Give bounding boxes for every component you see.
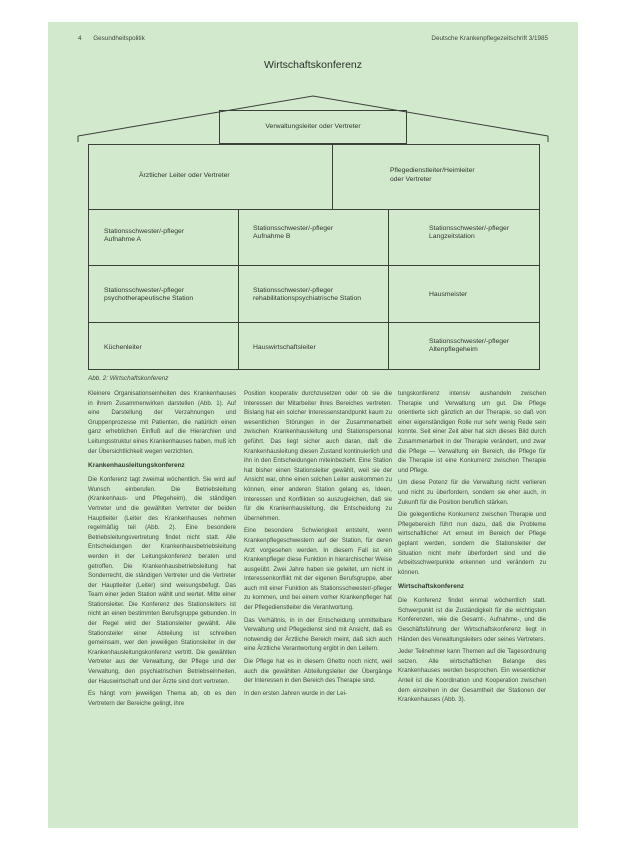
- row1-left-box: [88, 144, 333, 210]
- page-number: 4: [78, 35, 82, 42]
- page-sheet: [48, 22, 578, 828]
- col3-paragraph-5: Jeder Teilnehmer kann Themen auf die Tagesordnung setzen. Alle wirtschaftlichen Belange des Krankenhauses werden besprochen. Ein wesentlicher Anteil ist die Koordination und Kooperation zwischen dem einzelnen in der Gesamtheit der Stationen der Krankenhauses (Abb. 3).: [398, 648, 546, 704]
- top-box: [219, 110, 407, 144]
- row3-box-2: [238, 265, 389, 323]
- text-column-1: [88, 389, 236, 711]
- row3-box-3: [388, 265, 540, 323]
- row4-box-3: [388, 322, 540, 370]
- row3-box-1: [88, 265, 239, 323]
- row1-right-line1: Pflegedienstleiter/Heimleiter: [390, 167, 475, 174]
- row2-box-1-line2: Aufnahme A: [104, 236, 142, 243]
- row2-box-3-line1: Stationsschwester/-pfleger: [429, 225, 510, 232]
- col1-paragraph-3: Es hängt vom jeweiligen Thema ab, ob es den Vertretern der Bereiche gelingt, ihre: [88, 690, 236, 707]
- row4-box-2-line1: Hauswirtschaftsleiter: [253, 344, 316, 351]
- col2-paragraph-2: Eine besondere Schwierigkeit entsteht, wenn Krankenpflegeschwestern auf der Station, für deren Arzt vorgesehen werden. In diesem Fall ist ein Krankenpfleger diese Funktion in hierarchischer Weise ausgeübt. Zwei Jahre haben sie geleitet, um nicht in Interessenkonflikt mit der eigenen Berufsgruppe, aber auch mit einer Funktion als Stationsschwester/-pfleger zu kommen, und bei einem vorher Krankenpfleger hat der Pflegedienstleiter die Verantwortung.: [244, 527, 392, 612]
- row3-box-3-line1: Hausmeister: [429, 291, 468, 298]
- row4-box-3-line2: Altenpflegeheim: [429, 346, 478, 353]
- col2-paragraph-4: Die Pflege hat es in diesem Ghetto noch nicht, weil auch die gewählten Abteilungsleiter der Übergänge der Interessen in den Bereich des Therapie sind.: [244, 658, 392, 685]
- col1-heading: Krankenhausleitungskonferenz: [88, 462, 185, 470]
- col3-paragraph-4: Die Konferenz findet einmal wöchentlich statt. Schwerpunkt ist die Zuständigkeit für die wichtigsten Konferenzen, wie die Gesamt-, Aufnahme-, und die Geschäftsführung der Wirtschaftskonferenz liegt in Händen des Verwaltungsleiters oder seines Vertreters.: [398, 597, 546, 643]
- text-column-2: [244, 389, 392, 701]
- row3-box-2-line1: Stationsschwester/-pfleger: [253, 287, 334, 294]
- row2-box-2: [238, 210, 389, 266]
- row3-box-1-line2: psychotherapeutische Station: [104, 295, 194, 302]
- row2-box-1: [88, 210, 239, 266]
- row4-box-1-line1: Küchenleiter: [104, 344, 142, 351]
- col1-paragraph-1: Kleinere Organisationseinheiten des Krankenhauses in ihrem Zusammenwirken darstellen (Abb. 1). Auf eine Darstellung der Verzahnungen und Gruppenprozesse mit Patienten, die natürlich einen ganz erheblichen Einfluß auf die Hierarchien und Leitungsstruktur eines Krankenhauses haben, muß ich der Übersichtlichkeit wegen verzichten.: [88, 390, 236, 455]
- col2-paragraph-5: In den ersten Jahren wurde in der Lei-: [244, 689, 347, 697]
- col3-paragraph-2: Um diese Potenz für die Verwaltung nicht verlieren und nicht zu überfordern, sondern sie eher auch, in Zukunft für die Position beruflich stärken.: [398, 479, 546, 506]
- row2-box-2-line2: Aufnahme B: [253, 233, 291, 240]
- col1-paragraph-2: Die Konferenz tagt zweimal wöchentlich. Sie wird auf Wunsch einberufen. Die Betriebsleitung (Krankenhaus- und Pflegeheim), die ständigen Vertreter und die gewählten Vertreter der beiden Hauptleiter (Leiter des Krankenhauses nehmen regelmäßig teil (Abb. 2). Eine besondere Betriebsleitungsvertretung findet nicht statt. Alle Entscheidungen der Krankenhausbetriebsleitung werden in der Leitungskonferenz beraten und getroffen. Die Krankenhausbetriebsleitung hat Sonderrecht, die ständigen Vertreter und die Vertreter der Hauptleiter (Leiter) sind weisungsbefugt. Das Team einer jeden Station wählt und wertet. Mitte einer Stationsleiter. Die Konferenz des Stationsleiters ist nicht an einen bestimmten Berufsgruppe gebunden. In der Regel wird der Stationsleiter gewählt. Alle Stationsteiler einer Abteilung ist schreiben gemeinsam, wer den jeweiligen Stationsleiter in der Krankenhausleitungskonferenz vertritt. Die gewählten Vertreter aus der Verwaltung, der Pflege und der Verwaltung, den psychiatrischen Betriebseinheiten, der Hauswirtschaft und der Ärzte sind dort vertreten.: [88, 476, 236, 685]
- diagram-title: Wirtschaftskonferenz: [263, 59, 363, 71]
- col2-paragraph-3: Das Verhältnis, in in der Entscheidung unmittelbare Verwaltung und Pflegedienst sind mit Ansicht, daß es notwendig der Ärztliche Bereich meint, daß sich auch eine Ärztliche Verantwortung ergibt in den Leitern.: [244, 616, 392, 653]
- journal-reference: Deutsche Krankenpflegezeitschrift 3/1985: [431, 35, 548, 42]
- row2-box-1-line1: Stationsschwester/-pfleger: [104, 228, 185, 235]
- row3-box-1-line1: Stationsschwester/-pfleger: [104, 287, 185, 294]
- section-title: Gesundheitspolitik: [93, 35, 145, 42]
- row4-box-3-line1: Stationsschwester/-pfleger: [429, 338, 510, 345]
- text-column-3: [398, 389, 546, 708]
- row3-box-2-line2: rehabilitationspsychiatrische Station: [253, 295, 362, 302]
- col3-paragraph-3: Die gelegentliche Konkurrenz zwischen Therapie und Pflegebereich führt nun dazu, daß die Probleme wirtschaftlicher Art erneut im Bereich der Pflege geplant werden, sondern die Stationsleiter der Situation nicht mehr überfordert sind und die Arbeitsschwerpunkte erkennen und verändern zu können.: [398, 511, 546, 576]
- row1-right-line2: oder Vertreter: [390, 176, 432, 183]
- row1-right-box: [332, 144, 540, 210]
- row1-left-label: Ärztlicher Leiter oder Vertreter: [139, 172, 230, 179]
- row2-box-3: [388, 210, 540, 266]
- top-box-label: Verwaltungsleiter oder Vertreter: [265, 123, 361, 130]
- row2-box-3-line2: Langzeitstation: [429, 233, 475, 240]
- row4-box-2: [238, 322, 389, 370]
- figure-caption: Abb. 2: Wirtschaftskonferenz: [88, 375, 169, 382]
- col2-paragraph-1: Position kooperativ durchzusetzen oder ob sie die Interessen der Mitarbeiter ihres Bereiches vertreten. Bislang hat ein solcher Interessenstandpunkt kaum zu wesentlichen Störungen in der Zusammenarbeit zwischen Krankenhausleitung und Stationspersonal geführt. Das liegt sicher auch daran, daß die Krankenhausleitung diesen Zustand kontinuierlich und ihn in den Entscheidungen miteinbezieht. Eine Station hat bisher einen Stationsleiter gewählt, weil sie der Ansicht war, ohne einen solchen Leiter auskommen zu können, einer anderen Station gelang es, Ideen, Interessen und Konflikten so auszugleichen, daß sie für die Krankenhausleitung, die Entscheidung zu übernehmen.: [244, 390, 392, 522]
- col3-heading: Wirtschaftskonferenz: [398, 583, 465, 591]
- row2-box-2-line1: Stationsschwester/-pfleger: [253, 225, 334, 232]
- col3-paragraph-1: tungskonferenz intensiv aushandeln zwischen Therapie und Verwaltung um gut. Die Pflege orientierte sich gänzlich an der Therapie, so daß von einer eigenständigen Rolle nur sehr wenig Rede sein konnte. Seit einer Zeit aber hat sich dieses Bild durch Zusammenarbeit in der Therapie verändert, und zwar die Pflege — Verwaltung ein Bereich, die Pflege für die Therapie ist eine Konkurrenz zwischen Therapie und Pflege.: [398, 390, 546, 474]
- row4-box-1: [88, 322, 239, 370]
